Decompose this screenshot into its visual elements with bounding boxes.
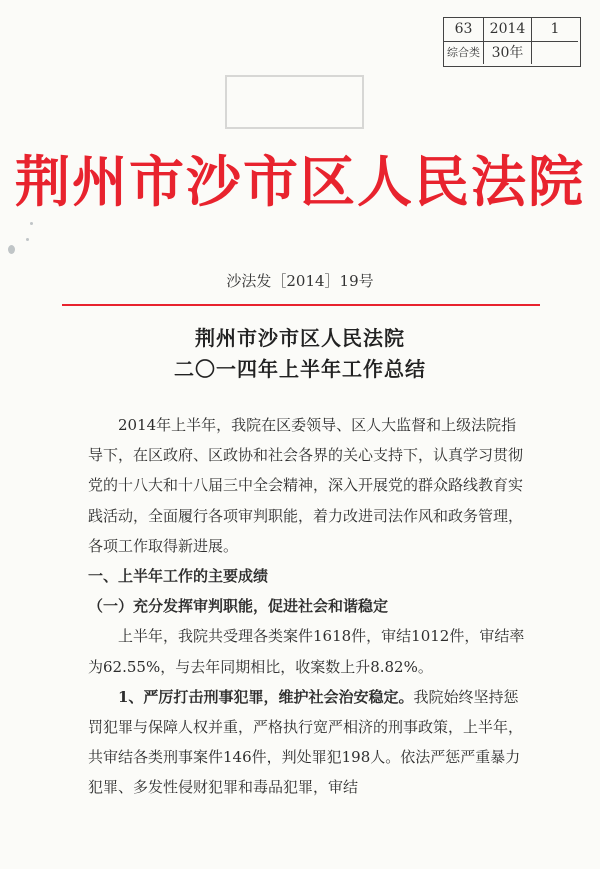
item1-title: 1、严厉打击刑事犯罪，维护社会治安稳定。: [118, 687, 414, 706]
stamp-retention: 30年: [484, 42, 532, 64]
stamp-year: 2014: [484, 18, 532, 42]
scan-speck: [8, 245, 15, 254]
intro-paragraph: 2014年上半年，我院在区委领导、区人大监督和上级法院指导下，在区政府、区政协和社会各界的关心支持下，认真学习贯彻党的十八大和十八届三中全会精神，深入开展党的群众路线教育实践活动，全面履行各项审判职能，着力改进司法作风和政务管理，各项工作取得新进展。: [88, 416, 524, 555]
section-heading: 一、上半年工作的主要成绩: [88, 567, 269, 586]
faint-seal-icon: [225, 75, 364, 129]
court-name-header: 荆州市沙市区人民法院: [14, 149, 585, 214]
scan-speck: [30, 222, 33, 225]
document-title-line1: 荆州市沙市区人民法院: [195, 326, 405, 350]
subsection-heading: （一）充分发挥审判职能，促进社会和谐稳定: [88, 597, 389, 616]
stamp-blank: [532, 42, 578, 64]
document-body: [88, 410, 528, 803]
stamp-category: 综合类: [444, 42, 484, 64]
scan-speck: [26, 238, 29, 241]
archive-stamp: [443, 17, 581, 67]
item1-paragraph: [88, 682, 528, 803]
item1-text: 我院始终坚持惩罚犯罪与保障人权并重，严格执行宽严相济的刑事政策，上半年，共审结各类刑事案件146件，判处罪犯198人。依法严惩严重暴力犯罪、多发性侵财犯罪和毒品犯罪，审结: [88, 687, 524, 797]
red-divider: [62, 304, 540, 306]
stamp-number: 63: [444, 18, 484, 42]
document-number: 沙法发［2014］19号: [226, 272, 374, 290]
stats-paragraph: 上半年，我院共受理各类案件1618件，审结1012件，审结率为62.55%，与去年同期相比，收案数上升8.82%。: [88, 627, 525, 676]
stamp-item: 1: [532, 18, 578, 42]
document-title-line2: 二〇一四年上半年工作总结: [174, 357, 426, 381]
